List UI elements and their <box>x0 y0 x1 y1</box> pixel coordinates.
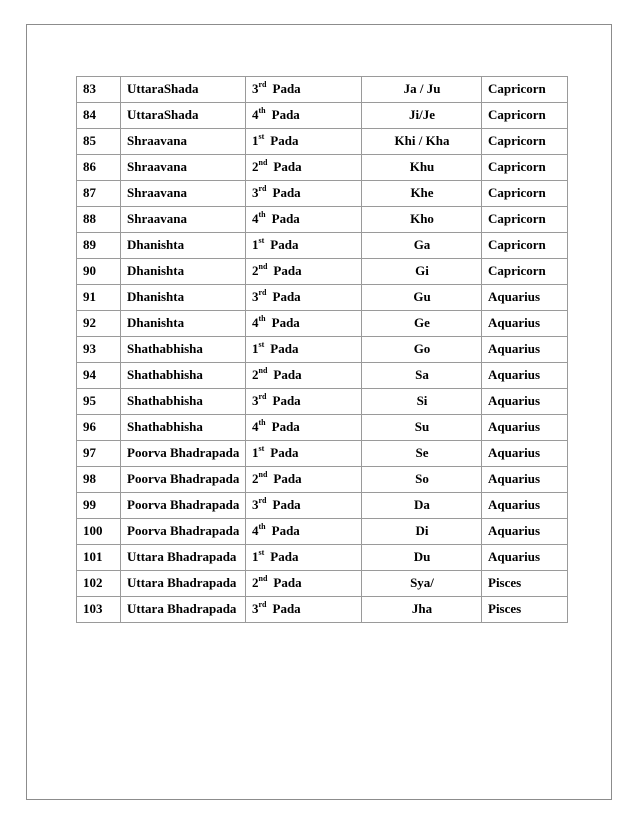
zodiac-sign: Aquarius <box>482 545 568 571</box>
pada-ordinal: 2 <box>252 263 259 278</box>
syllable: Sa <box>362 363 482 389</box>
nakshatra-name: Poorva Bhadrapada <box>121 441 246 467</box>
zodiac-sign: Aquarius <box>482 285 568 311</box>
pada-cell <box>246 337 362 363</box>
table-row <box>77 597 568 623</box>
row-number: 83 <box>77 77 121 103</box>
syllable: Ja / Ju <box>362 77 482 103</box>
table-row <box>77 415 568 441</box>
row-number: 94 <box>77 363 121 389</box>
pada-label: Pada <box>273 575 302 590</box>
table-row <box>77 103 568 129</box>
table-row <box>77 259 568 285</box>
nakshatra-name: Shathabhisha <box>121 389 246 415</box>
pada-cell <box>246 207 362 233</box>
row-number: 102 <box>77 571 121 597</box>
pada-ordinal-suffix: st <box>258 443 265 453</box>
pada-cell <box>246 285 362 311</box>
pada-ordinal-suffix: st <box>258 547 265 557</box>
nakshatra-name: Dhanishta <box>121 311 246 337</box>
pada-ordinal-suffix: rd <box>258 79 267 89</box>
pada-cell <box>246 103 362 129</box>
row-number: 103 <box>77 597 121 623</box>
pada-label: Pada <box>270 133 299 148</box>
zodiac-sign: Aquarius <box>482 363 568 389</box>
pada-ordinal: 1 <box>252 549 259 564</box>
syllable: Ga <box>362 233 482 259</box>
pada-ordinal: 2 <box>252 471 259 486</box>
nakshatra-name: Shraavana <box>121 181 246 207</box>
table-row <box>77 337 568 363</box>
zodiac-sign: Capricorn <box>482 103 568 129</box>
table-row <box>77 311 568 337</box>
row-number: 100 <box>77 519 121 545</box>
pada-ordinal-suffix: th <box>258 313 266 323</box>
table-row <box>77 519 568 545</box>
pada-ordinal: 3 <box>252 185 259 200</box>
row-number: 93 <box>77 337 121 363</box>
zodiac-sign: Aquarius <box>482 337 568 363</box>
pada-ordinal: 2 <box>252 367 259 382</box>
pada-ordinal-suffix: th <box>258 105 266 115</box>
zodiac-sign: Aquarius <box>482 441 568 467</box>
syllable: Su <box>362 415 482 441</box>
pada-cell <box>246 259 362 285</box>
pada-ordinal-suffix: rd <box>258 495 267 505</box>
table-row <box>77 571 568 597</box>
syllable: Ge <box>362 311 482 337</box>
table-row <box>77 441 568 467</box>
row-number: 88 <box>77 207 121 233</box>
syllable: Du <box>362 545 482 571</box>
pada-ordinal-suffix: st <box>258 339 265 349</box>
pada-label: Pada <box>273 367 302 382</box>
pada-cell <box>246 519 362 545</box>
table-row <box>77 467 568 493</box>
table-body <box>77 77 568 623</box>
pada-ordinal-suffix: th <box>258 209 266 219</box>
zodiac-sign: Capricorn <box>482 207 568 233</box>
pada-ordinal-suffix: st <box>258 131 265 141</box>
syllable: Khi / Kha <box>362 129 482 155</box>
zodiac-sign: Capricorn <box>482 233 568 259</box>
pada-cell <box>246 389 362 415</box>
pada-label: Pada <box>270 237 299 252</box>
pada-label: Pada <box>271 107 300 122</box>
nakshatra-name: UttaraShada <box>121 77 246 103</box>
pada-ordinal-suffix: th <box>258 521 266 531</box>
pada-ordinal: 1 <box>252 237 259 252</box>
zodiac-sign: Pisces <box>482 597 568 623</box>
table-row <box>77 285 568 311</box>
table-row <box>77 181 568 207</box>
pada-ordinal: 3 <box>252 601 259 616</box>
pada-ordinal-suffix: rd <box>258 183 267 193</box>
pada-label: Pada <box>272 81 301 96</box>
syllable: Khe <box>362 181 482 207</box>
pada-ordinal-suffix: nd <box>258 261 268 271</box>
pada-label: Pada <box>271 419 300 434</box>
pada-cell <box>246 571 362 597</box>
row-number: 85 <box>77 129 121 155</box>
nakshatra-name: Dhanishta <box>121 285 246 311</box>
table-row <box>77 363 568 389</box>
pada-ordinal-suffix: nd <box>258 157 268 167</box>
zodiac-sign: Capricorn <box>482 155 568 181</box>
pada-label: Pada <box>273 471 302 486</box>
pada-label: Pada <box>272 601 301 616</box>
pada-ordinal-suffix: rd <box>258 391 267 401</box>
syllable: Go <box>362 337 482 363</box>
table-row <box>77 493 568 519</box>
zodiac-sign: Aquarius <box>482 467 568 493</box>
row-number: 101 <box>77 545 121 571</box>
syllable: Khu <box>362 155 482 181</box>
syllable: Gi <box>362 259 482 285</box>
row-number: 99 <box>77 493 121 519</box>
nakshatra-name: Shraavana <box>121 207 246 233</box>
pada-ordinal: 2 <box>252 575 259 590</box>
pada-ordinal: 3 <box>252 497 259 512</box>
row-number: 84 <box>77 103 121 129</box>
syllable: So <box>362 467 482 493</box>
zodiac-sign: Aquarius <box>482 389 568 415</box>
zodiac-sign: Aquarius <box>482 493 568 519</box>
syllable: Di <box>362 519 482 545</box>
zodiac-sign: Aquarius <box>482 415 568 441</box>
pada-ordinal: 1 <box>252 341 259 356</box>
row-number: 98 <box>77 467 121 493</box>
pada-label: Pada <box>273 263 302 278</box>
pada-cell <box>246 545 362 571</box>
pada-ordinal: 4 <box>252 419 259 434</box>
row-number: 91 <box>77 285 121 311</box>
pada-label: Pada <box>272 393 301 408</box>
nakshatra-name: Poorva Bhadrapada <box>121 467 246 493</box>
pada-cell <box>246 597 362 623</box>
pada-cell <box>246 467 362 493</box>
table-row <box>77 129 568 155</box>
pada-label: Pada <box>270 341 299 356</box>
table-row <box>77 207 568 233</box>
pada-label: Pada <box>270 445 299 460</box>
pada-cell <box>246 311 362 337</box>
pada-ordinal: 2 <box>252 159 259 174</box>
row-number: 92 <box>77 311 121 337</box>
syllable: Gu <box>362 285 482 311</box>
pada-ordinal: 4 <box>252 107 259 122</box>
nakshatra-name: Uttara Bhadrapada <box>121 545 246 571</box>
nakshatra-name: Shathabhisha <box>121 337 246 363</box>
nakshatra-name: UttaraShada <box>121 103 246 129</box>
pada-ordinal: 1 <box>252 445 259 460</box>
zodiac-sign: Aquarius <box>482 311 568 337</box>
table-row <box>77 545 568 571</box>
zodiac-sign: Pisces <box>482 571 568 597</box>
syllable: Da <box>362 493 482 519</box>
nakshatra-name: Shathabhisha <box>121 415 246 441</box>
table-row <box>77 389 568 415</box>
nakshatra-name: Dhanishta <box>121 233 246 259</box>
row-number: 96 <box>77 415 121 441</box>
pada-ordinal: 3 <box>252 289 259 304</box>
nakshatra-name: Uttara Bhadrapada <box>121 597 246 623</box>
pada-cell <box>246 155 362 181</box>
pada-label: Pada <box>272 185 301 200</box>
nakshatra-name: Poorva Bhadrapada <box>121 519 246 545</box>
zodiac-sign: Capricorn <box>482 259 568 285</box>
nakshatra-name: Shraavana <box>121 129 246 155</box>
pada-ordinal-suffix: rd <box>258 287 267 297</box>
pada-ordinal-suffix: nd <box>258 469 268 479</box>
pada-cell <box>246 129 362 155</box>
pada-ordinal-suffix: nd <box>258 365 268 375</box>
row-number: 89 <box>77 233 121 259</box>
pada-cell <box>246 493 362 519</box>
row-number: 86 <box>77 155 121 181</box>
nakshatra-name: Poorva Bhadrapada <box>121 493 246 519</box>
table-row <box>77 155 568 181</box>
pada-ordinal: 1 <box>252 133 259 148</box>
pada-label: Pada <box>271 315 300 330</box>
pada-cell <box>246 77 362 103</box>
pada-ordinal-suffix: rd <box>258 599 267 609</box>
row-number: 95 <box>77 389 121 415</box>
pada-label: Pada <box>272 289 301 304</box>
syllable: Ji/Je <box>362 103 482 129</box>
pada-cell <box>246 415 362 441</box>
pada-ordinal: 4 <box>252 523 259 538</box>
pada-ordinal-suffix: th <box>258 417 266 427</box>
syllable: Si <box>362 389 482 415</box>
pada-cell <box>246 441 362 467</box>
nakshatra-name: Shraavana <box>121 155 246 181</box>
pada-ordinal: 4 <box>252 315 259 330</box>
row-number: 90 <box>77 259 121 285</box>
pada-label: Pada <box>271 211 300 226</box>
nakshatra-name: Shathabhisha <box>121 363 246 389</box>
pada-cell <box>246 363 362 389</box>
syllable: Jha <box>362 597 482 623</box>
nakshatra-name: Dhanishta <box>121 259 246 285</box>
table-row <box>77 77 568 103</box>
pada-cell <box>246 181 362 207</box>
nakshatra-name: Uttara Bhadrapada <box>121 571 246 597</box>
syllable: Kho <box>362 207 482 233</box>
syllable: Sya/ <box>362 571 482 597</box>
table-row <box>77 233 568 259</box>
pada-ordinal-suffix: st <box>258 235 265 245</box>
syllable: Se <box>362 441 482 467</box>
pada-label: Pada <box>273 159 302 174</box>
pada-label: Pada <box>272 497 301 512</box>
zodiac-sign: Capricorn <box>482 129 568 155</box>
row-number: 87 <box>77 181 121 207</box>
zodiac-sign: Capricorn <box>482 77 568 103</box>
nakshatra-pada-table <box>76 76 568 623</box>
pada-ordinal-suffix: nd <box>258 573 268 583</box>
pada-ordinal: 3 <box>252 81 259 96</box>
row-number: 97 <box>77 441 121 467</box>
zodiac-sign: Aquarius <box>482 519 568 545</box>
pada-label: Pada <box>271 523 300 538</box>
pada-label: Pada <box>270 549 299 564</box>
pada-ordinal: 4 <box>252 211 259 226</box>
pada-cell <box>246 233 362 259</box>
pada-ordinal: 3 <box>252 393 259 408</box>
zodiac-sign: Capricorn <box>482 181 568 207</box>
